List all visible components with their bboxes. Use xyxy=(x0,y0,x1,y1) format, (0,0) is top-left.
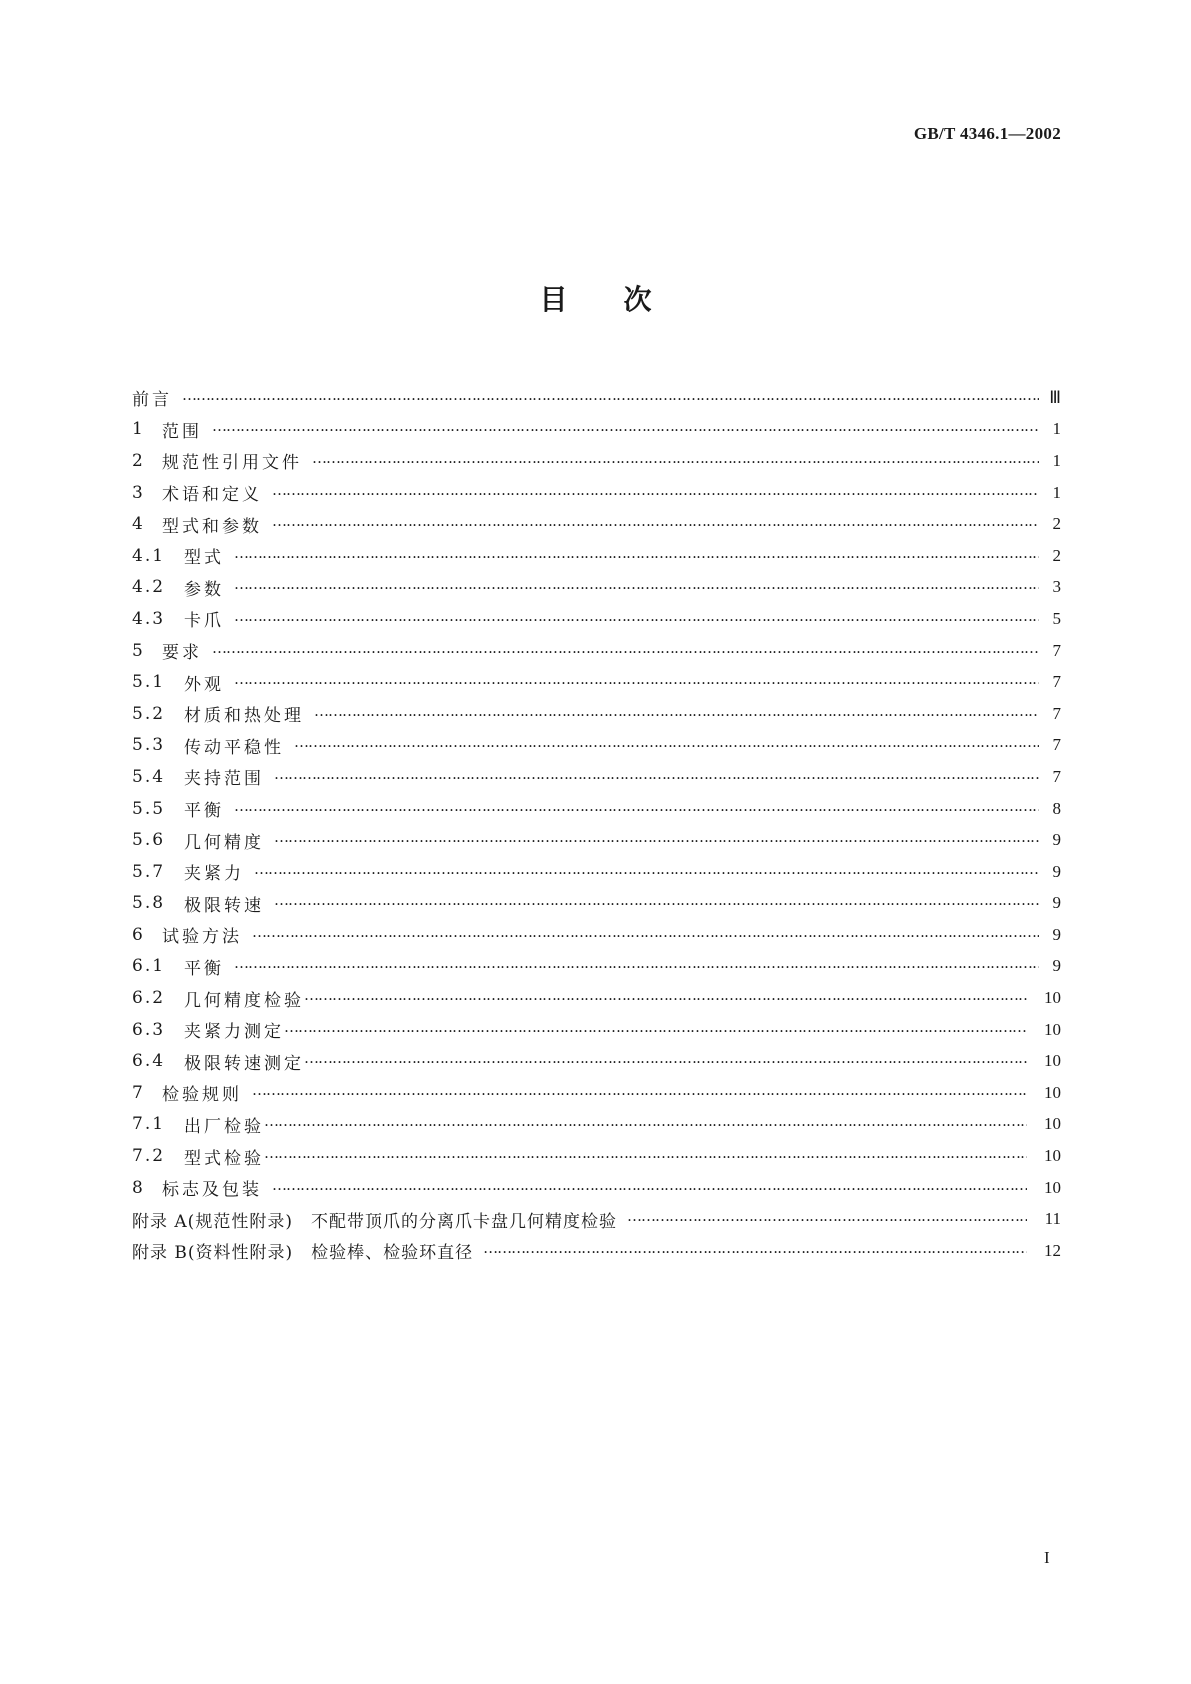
dot-leader xyxy=(314,704,1039,724)
dot-leader xyxy=(483,1241,1027,1261)
dot-leader xyxy=(272,514,1039,534)
toc-entry-page: 2 xyxy=(1052,514,1061,534)
toc-entry[interactable] xyxy=(132,1235,1061,1267)
toc-entry-label: 范围 xyxy=(162,421,202,442)
toc-entry-number: 5.6 xyxy=(132,830,166,851)
toc-entry[interactable] xyxy=(132,508,1061,540)
dot-leader xyxy=(212,419,1039,439)
toc-entry-page: 7 xyxy=(1052,703,1061,723)
toc-entry[interactable] xyxy=(132,824,1061,856)
toc-entry-number: 5.8 xyxy=(132,893,166,914)
dot-leader xyxy=(294,735,1039,755)
toc-entry[interactable] xyxy=(132,919,1061,951)
toc-entry-page: 10 xyxy=(1044,1146,1061,1166)
toc-entry[interactable] xyxy=(132,603,1061,635)
toc-entry-page: 9 xyxy=(1052,830,1061,850)
dot-leader xyxy=(234,672,1039,692)
dot-leader xyxy=(234,546,1039,566)
toc-entry[interactable] xyxy=(132,477,1061,509)
dot-leader xyxy=(264,1146,1027,1166)
toc-entry-page: 10 xyxy=(1044,1051,1061,1071)
toc-entry-page: 7 xyxy=(1052,672,1061,692)
toc-entry-number: 4 xyxy=(132,514,145,535)
toc-entry-number: 6.3 xyxy=(132,1019,166,1040)
toc-entry-page: 9 xyxy=(1052,924,1061,944)
toc-entry[interactable] xyxy=(132,1014,1061,1046)
toc-entry-label: 附录 B(资料性附录) 检验棒、检验环直径 xyxy=(132,1243,474,1264)
toc-entry-label: 外观 xyxy=(184,674,224,695)
toc-entry[interactable] xyxy=(132,761,1061,793)
dot-leader xyxy=(234,956,1039,976)
toc-entry-label: 几何精度 xyxy=(184,832,264,853)
toc-entry[interactable] xyxy=(132,1203,1061,1235)
toc-entry-page: 10 xyxy=(1044,1082,1061,1102)
toc-entry-number: 4.2 xyxy=(132,577,166,598)
toc-entry-label: 型式检验 xyxy=(184,1148,264,1169)
toc-entry-label: 试验方法 xyxy=(162,927,242,948)
toc-entry-number: 6.4 xyxy=(132,1051,166,1072)
toc-entry-number: 6 xyxy=(132,924,145,945)
toc-entry-label: 标志及包装 xyxy=(162,1180,262,1201)
toc-entry-page: 10 xyxy=(1044,1177,1061,1197)
toc-entry-label: 极限转速测定 xyxy=(184,1053,304,1074)
dot-leader xyxy=(212,641,1039,661)
dot-leader xyxy=(627,1209,1027,1229)
toc-entry-number: 7.2 xyxy=(132,1146,166,1167)
standard-code: GB/T 4346.1—2002 xyxy=(913,124,1061,143)
toc-entry[interactable] xyxy=(132,445,1061,477)
dot-leader xyxy=(274,893,1039,913)
toc-entry-number: 5.2 xyxy=(132,703,166,724)
dot-leader xyxy=(274,830,1039,850)
dot-leader xyxy=(234,609,1039,629)
toc-entry-page: 11 xyxy=(1044,1209,1061,1229)
toc-entry-number: 1 xyxy=(132,419,145,440)
toc-entry[interactable] xyxy=(132,1140,1061,1172)
toc-entry-label: 型式 xyxy=(184,548,224,569)
toc-entry-label: 要求 xyxy=(162,643,202,664)
toc-entry-page: 1 xyxy=(1052,419,1061,439)
page-title: 目次 xyxy=(539,283,708,316)
toc-entry[interactable] xyxy=(132,888,1061,920)
toc-entry-page: 10 xyxy=(1044,988,1061,1008)
dot-leader xyxy=(234,799,1039,819)
toc-entry-label: 规范性引用文件 xyxy=(162,453,302,474)
dot-leader xyxy=(272,1178,1027,1198)
toc-entry-page: 9 xyxy=(1052,956,1061,976)
toc-entry-page: 10 xyxy=(1044,1019,1061,1039)
toc-entry-page: 3 xyxy=(1052,577,1061,597)
toc-entry-label: 前言 xyxy=(132,390,172,411)
toc-entry-label: 平衡 xyxy=(184,958,224,979)
toc-entry-label: 平衡 xyxy=(184,801,224,822)
toc-entry-number: 4.1 xyxy=(132,545,166,566)
toc-entry[interactable] xyxy=(132,382,1061,414)
dot-leader xyxy=(182,388,1039,408)
toc-entry-page: 10 xyxy=(1044,1114,1061,1134)
dot-leader xyxy=(284,1020,1027,1040)
toc-entry-label: 术语和定义 xyxy=(162,485,262,506)
toc-entry-label: 几何精度检验 xyxy=(184,990,304,1011)
dot-leader xyxy=(254,862,1039,882)
toc-entry-label: 型式和参数 xyxy=(162,516,262,537)
dot-leader xyxy=(252,1083,1027,1103)
toc-entry-number: 7 xyxy=(132,1082,145,1103)
toc-entry-number: 8 xyxy=(132,1177,145,1198)
toc-entry[interactable] xyxy=(132,540,1061,572)
toc-entry-page: 7 xyxy=(1052,766,1061,786)
toc-entry-number: 5 xyxy=(132,640,145,661)
toc-entry[interactable] xyxy=(132,414,1061,446)
dot-leader xyxy=(304,1051,1027,1071)
toc-entry[interactable] xyxy=(132,572,1061,604)
toc-entry-label: 夹持范围 xyxy=(184,769,264,790)
toc-entry-page: Ⅲ xyxy=(1049,387,1061,407)
toc-entry-page: 9 xyxy=(1052,861,1061,881)
toc-entry-number: 6.1 xyxy=(132,956,166,977)
dot-leader xyxy=(264,1114,1027,1134)
toc-entry[interactable] xyxy=(132,856,1061,888)
dot-leader xyxy=(252,925,1039,945)
toc-entry-label: 附录 A(规范性附录) 不配带顶爪的分离爪卡盘几何精度检验 xyxy=(132,1211,617,1232)
toc-entry-label: 夹紧力 xyxy=(184,864,244,885)
toc-entry-number: 3 xyxy=(132,482,145,503)
dot-leader xyxy=(272,483,1039,503)
toc-entry-page: 5 xyxy=(1052,608,1061,628)
toc-entry-number: 5.3 xyxy=(132,735,166,756)
toc-entry-number: 5.4 xyxy=(132,766,166,787)
dot-leader xyxy=(234,577,1039,597)
table-of-contents xyxy=(132,382,1061,1267)
toc-entry-label: 出厂检验 xyxy=(184,1116,264,1137)
toc-entry-label: 检验规则 xyxy=(162,1085,242,1106)
toc-entry[interactable] xyxy=(132,698,1061,730)
toc-entry-number: 5.5 xyxy=(132,798,166,819)
toc-entry-page: 7 xyxy=(1052,735,1061,755)
toc-entry[interactable] xyxy=(132,666,1061,698)
dot-leader xyxy=(304,988,1027,1008)
toc-entry[interactable] xyxy=(132,1172,1061,1204)
toc-entry-label: 材质和热处理 xyxy=(184,706,304,727)
toc-entry-number: 6.2 xyxy=(132,988,166,1009)
toc-entry-page: 2 xyxy=(1052,545,1061,565)
toc-entry-page: 8 xyxy=(1052,798,1061,818)
toc-entry[interactable] xyxy=(132,730,1061,762)
toc-entry[interactable] xyxy=(132,635,1061,667)
dot-leader xyxy=(312,451,1039,471)
toc-entry-label: 传动平稳性 xyxy=(184,737,284,758)
toc-entry-label: 夹紧力测定 xyxy=(184,1022,284,1043)
toc-entry-number: 5.1 xyxy=(132,672,166,693)
toc-entry-page: 12 xyxy=(1044,1240,1061,1260)
toc-entry-page: 1 xyxy=(1052,450,1061,470)
toc-entry-label: 参数 xyxy=(184,579,224,600)
toc-entry-number: 2 xyxy=(132,450,145,471)
dot-leader xyxy=(274,767,1039,787)
toc-entry[interactable] xyxy=(132,951,1061,983)
toc-entry-page: 1 xyxy=(1052,482,1061,502)
page-folio: I xyxy=(1044,1548,1050,1567)
toc-entry-label: 卡爪 xyxy=(184,611,224,632)
toc-entry-number: 7.1 xyxy=(132,1114,166,1135)
toc-entry[interactable] xyxy=(132,1077,1061,1109)
toc-entry[interactable] xyxy=(132,982,1061,1014)
toc-entry[interactable] xyxy=(132,1109,1061,1141)
toc-entry[interactable] xyxy=(132,793,1061,825)
toc-entry-page: 9 xyxy=(1052,893,1061,913)
toc-entry-number: 4.3 xyxy=(132,608,166,629)
toc-entry[interactable] xyxy=(132,1045,1061,1077)
toc-entry-number: 5.7 xyxy=(132,861,166,882)
toc-entry-label: 极限转速 xyxy=(184,895,264,916)
toc-entry-page: 7 xyxy=(1052,640,1061,660)
